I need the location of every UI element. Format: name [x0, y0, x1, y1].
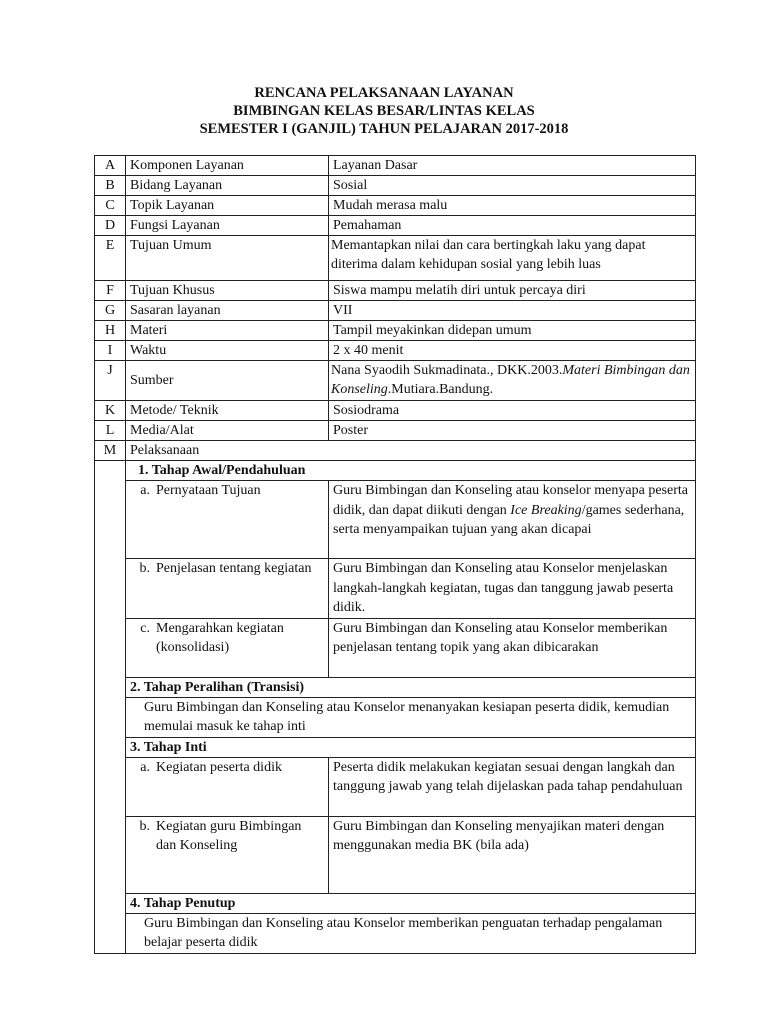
activity-row	[95, 816, 696, 893]
section-desc-row	[95, 697, 696, 737]
row-value: Mudah merasa malu	[329, 196, 696, 216]
activity-label	[126, 559, 329, 619]
row-value: Pemahaman	[329, 216, 696, 236]
row-key: A	[95, 156, 126, 176]
title-line-3: SEMESTER I (GANJIL) TAHUN PELAJARAN 2017-2018	[199, 121, 569, 137]
item-letter: b.	[139, 561, 150, 576]
row-label: Pelaksanaan	[126, 441, 696, 461]
table-row	[95, 176, 696, 196]
table-row	[95, 321, 696, 341]
table-row	[95, 401, 696, 421]
desc-text-end: /games sederhana, serta menyampaikan tujuan yang akan dicapai	[333, 502, 685, 537]
row-key: D	[95, 216, 126, 236]
item-letter: a.	[140, 759, 150, 775]
desc-text: Guru Bimbingan dan Konseling atau konselor menyapa peserta didik, dan dapat diikuti dengan	[333, 483, 688, 518]
activity-description: Guru Bimbingan dan Konseling atau Konselor menjelaskan langkah-langkah kegiatan, tugas dan tanggung jawab peserta didik.	[329, 559, 696, 619]
row-key: K	[95, 401, 126, 421]
row-value-source	[329, 361, 696, 401]
item-label: Penjelasan tentang kegiatan	[156, 561, 312, 576]
row-key: M	[95, 441, 126, 461]
row-key: C	[95, 196, 126, 216]
activity-label	[126, 618, 329, 677]
table-row	[95, 216, 696, 236]
row-label: Komponen Layanan	[126, 156, 329, 176]
section-row	[95, 677, 696, 697]
activity-row	[95, 618, 696, 677]
row-key: F	[95, 281, 126, 301]
section-row	[95, 461, 696, 481]
activity-label	[126, 757, 329, 816]
section-description: Guru Bimbingan dan Konseling atau Konselor memberikan penguatan terhadap pengalaman belajar peserta didik	[126, 913, 696, 953]
row-key: I	[95, 341, 126, 361]
table-row	[95, 156, 696, 176]
blank-cell	[95, 461, 126, 954]
section-row	[95, 737, 696, 757]
row-label: Tujuan Khusus	[126, 281, 329, 301]
row-value: Tampil meyakinkan didepan umum	[329, 321, 696, 341]
source-publisher: .Mutiara.Bandung.	[387, 382, 494, 397]
section-row	[95, 893, 696, 913]
row-label: Topik Layanan	[126, 196, 329, 216]
section-title: 4. Tahap Penutup	[126, 893, 696, 913]
activity-row	[95, 481, 696, 559]
activity-label	[126, 481, 329, 559]
section-title: 3. Tahap Inti	[126, 737, 696, 757]
row-label: Media/Alat	[126, 421, 329, 441]
table-row	[95, 441, 696, 461]
source-text: Nana Syaodih Sukmadinata., DKK.2003.	[331, 363, 563, 378]
row-label: Sasaran layanan	[126, 301, 329, 321]
plan-table	[94, 155, 696, 954]
table-row	[95, 341, 696, 361]
row-value: Sosial	[329, 176, 696, 196]
section-title: 1. Tahap Awal/Pendahuluan	[126, 461, 696, 481]
table-row	[95, 236, 696, 281]
row-label: Metode/ Teknik	[126, 401, 329, 421]
row-label: Waktu	[126, 341, 329, 361]
row-key: L	[95, 421, 126, 441]
table-row	[95, 301, 696, 321]
row-label: Fungsi Layanan	[126, 216, 329, 236]
activity-label	[126, 816, 329, 893]
section-title: 2. Tahap Peralihan (Transisi)	[126, 677, 696, 697]
table-row	[95, 281, 696, 301]
row-value: Poster	[329, 421, 696, 441]
row-key: E	[95, 236, 126, 281]
activity-description: Guru Bimbingan dan Konseling menyajikan materi dengan menggunakan media BK (bila ada)	[329, 816, 696, 893]
item-label: Mengarahkan kegiatan (konsolidasi)	[156, 620, 284, 655]
row-key: H	[95, 321, 126, 341]
item-label: Kegiatan guru Bimbingan dan Konseling	[156, 818, 302, 853]
title-line-2: BIMBINGAN KELAS BESAR/LINTAS KELAS	[233, 103, 535, 119]
row-label: Sumber	[126, 361, 329, 401]
activity-row	[95, 559, 696, 619]
row-value: VII	[329, 301, 696, 321]
row-label: Bidang Layanan	[126, 176, 329, 196]
table-row	[95, 361, 696, 401]
row-value: Layanan Dasar	[329, 156, 696, 176]
row-key: J	[95, 361, 126, 401]
table-row	[95, 421, 696, 441]
section-description: Guru Bimbingan dan Konseling atau Konselor menanyakan kesiapan peserta didik, kemudian memulai masuk ke tahap inti	[126, 697, 696, 737]
item-letter: b.	[139, 818, 150, 834]
row-value: 2 x 40 menit	[329, 341, 696, 361]
activity-description: Guru Bimbingan dan Konseling atau Konselor memberikan penjelasan tentang topik yang akan dibicarakan	[329, 618, 696, 677]
row-value: Memantapkan nilai dan cara bertingkah laku yang dapat diterima dalam kehidupan sosial yang lebih luas	[329, 236, 696, 281]
source-title: Materi Bimbingan dan Konseling	[331, 363, 690, 397]
row-value: Siswa mampu melatih diri untuk percaya diri	[329, 281, 696, 301]
row-label: Materi	[126, 321, 329, 341]
table-row	[95, 196, 696, 216]
row-key: B	[95, 176, 126, 196]
activity-description: Peserta didik melakukan kegiatan sesuai dengan langkah dan tanggung jawab yang telah dijelaskan pada tahap pendahuluan	[329, 757, 696, 816]
title-line-1: RENCANA PELAKSANAAN LAYANAN	[254, 85, 514, 101]
section-desc-row	[95, 913, 696, 953]
desc-italic: Ice Breaking	[510, 502, 582, 518]
document-title	[0, 84, 768, 138]
item-label: Kegiatan peserta didik	[156, 759, 282, 775]
row-key: G	[95, 301, 126, 321]
item-letter: c.	[140, 620, 150, 636]
row-value: Sosiodrama	[329, 401, 696, 421]
row-label: Tujuan Umum	[126, 236, 329, 281]
activity-row	[95, 757, 696, 816]
item-letter: a.	[140, 483, 150, 498]
item-label: Pernyataan Tujuan	[156, 483, 261, 498]
activity-description	[329, 481, 696, 559]
